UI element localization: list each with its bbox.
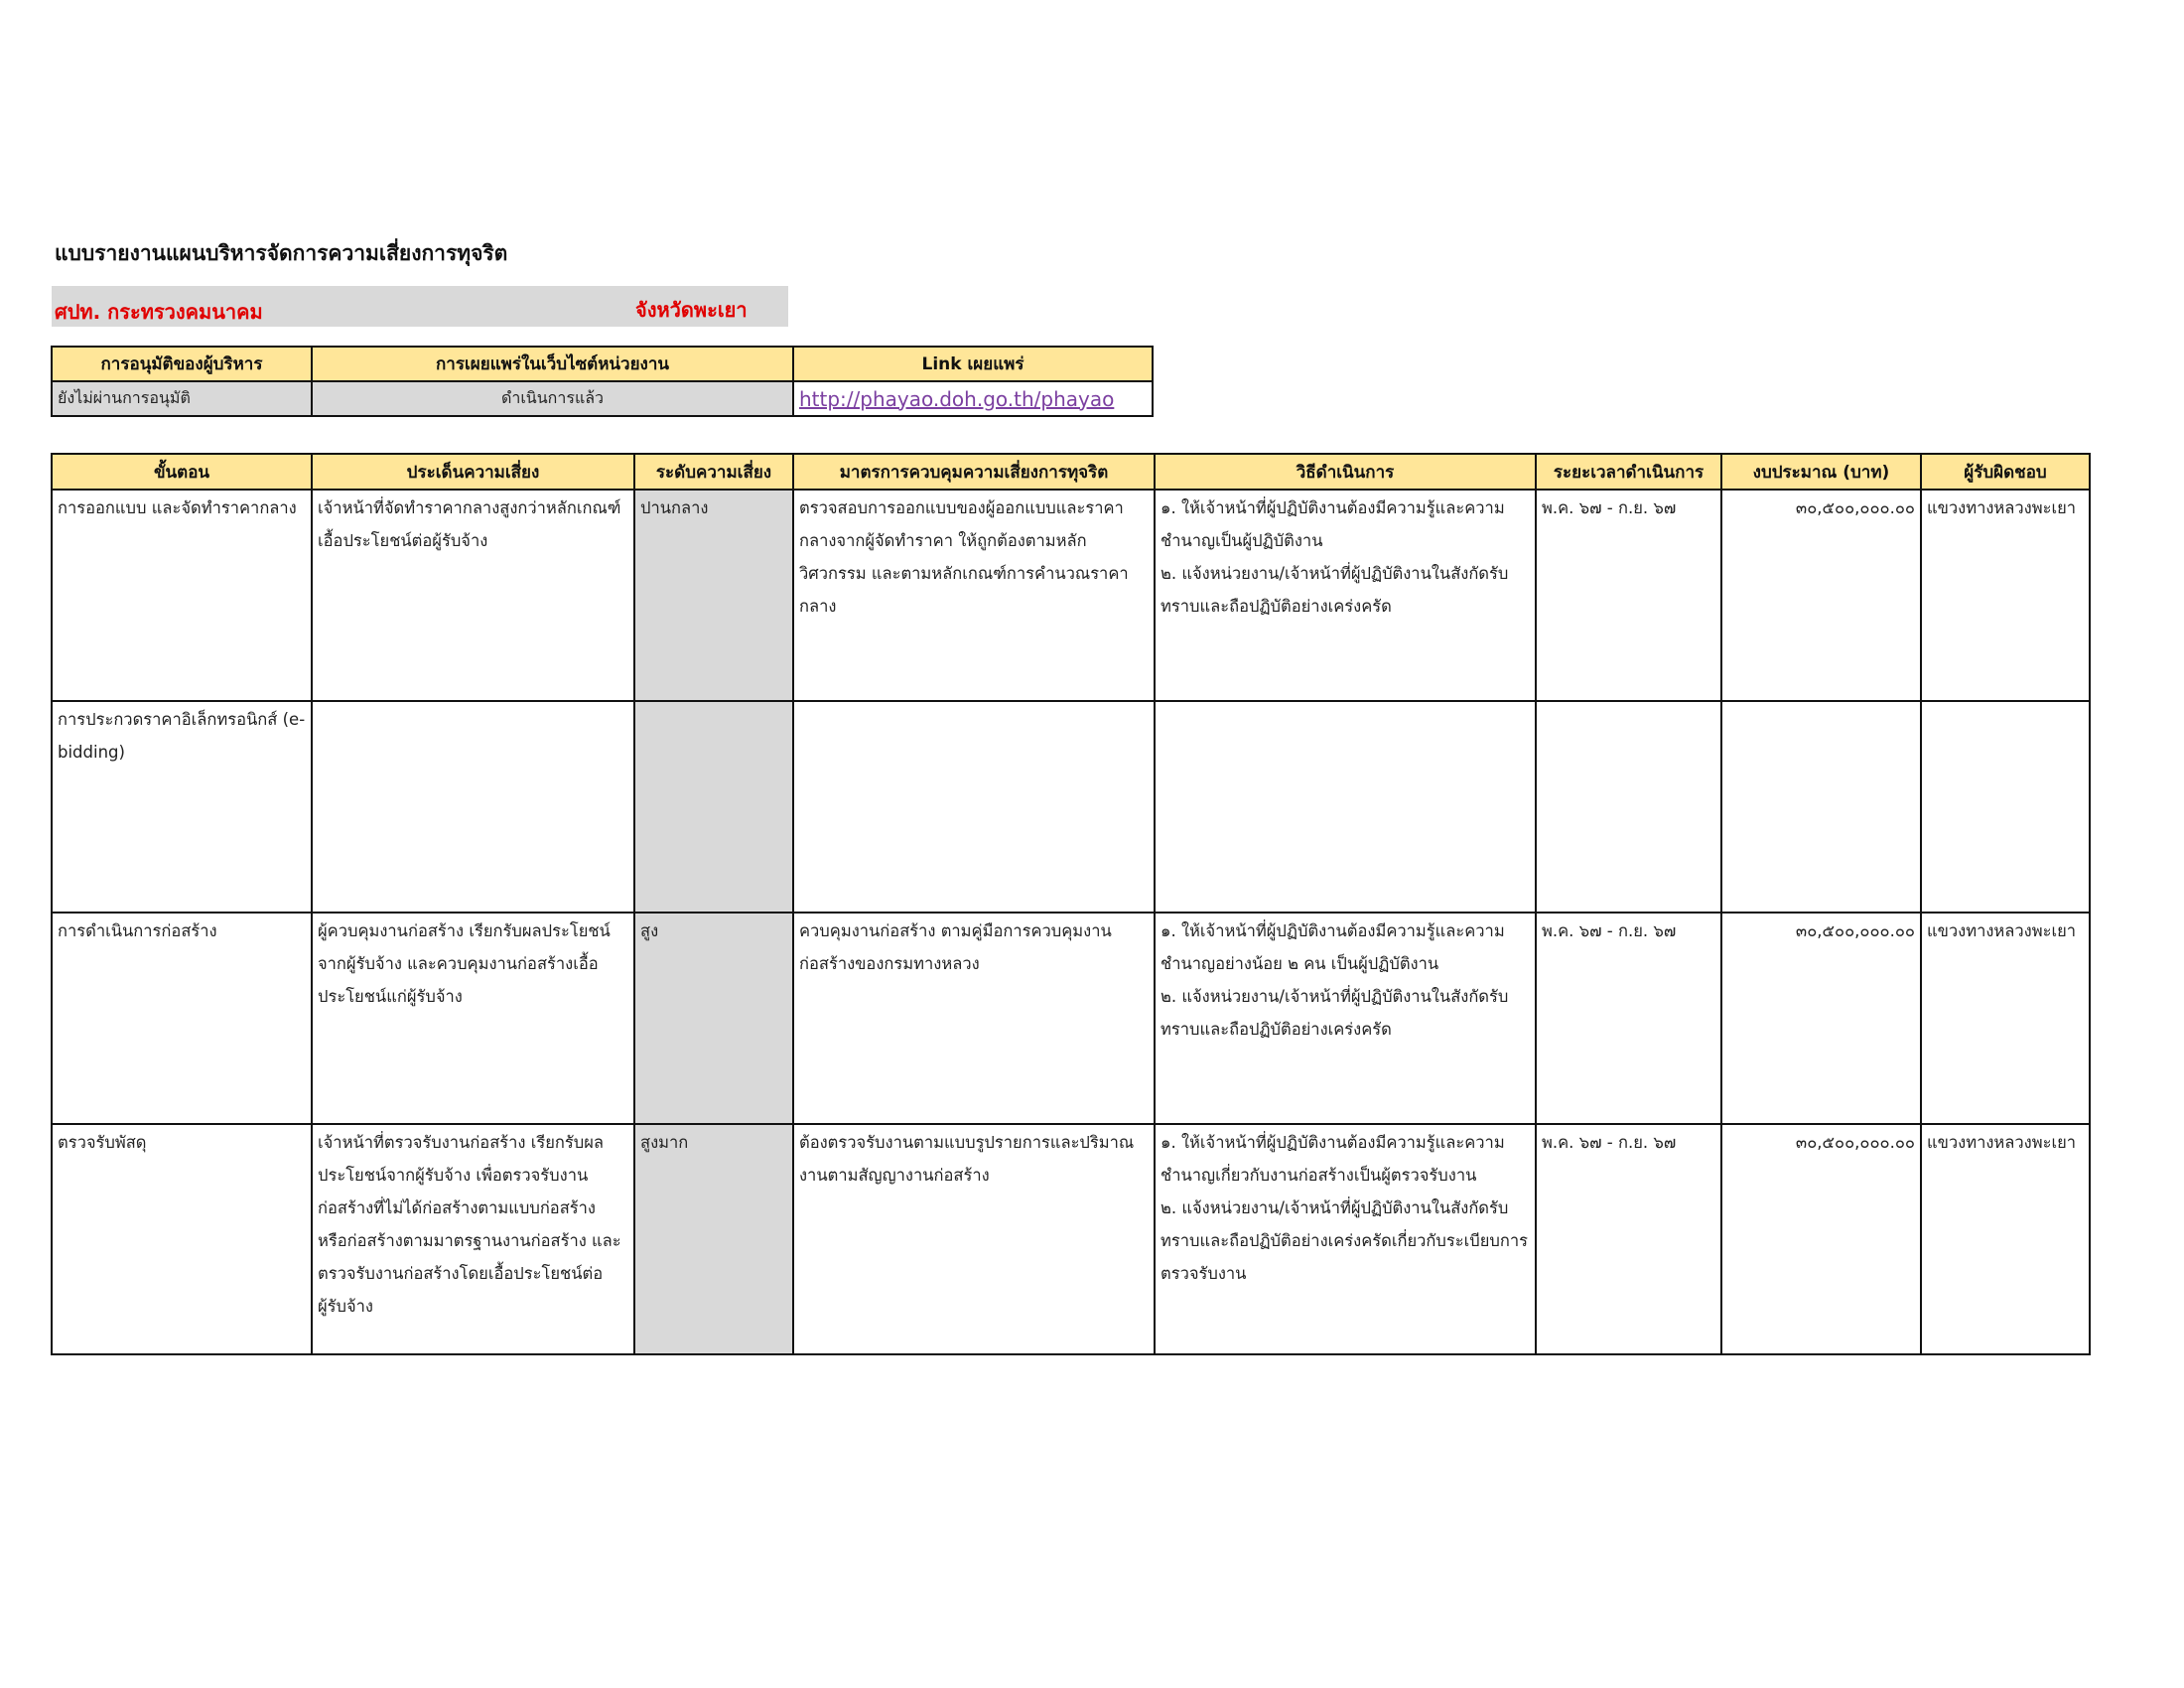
budget-header: งบประมาณ (บาท) — [1721, 454, 1921, 490]
publish-status: ดำเนินการแล้ว — [312, 381, 793, 416]
method-cell: ๑. ให้เจ้าหน้าที่ผู้ปฏิบัติงานต้องมีความรู้และความชำนาญเป็นผู้ปฏิบัติงาน ๒. แจ้งหน่วยงาน/เจ้าหน้าที่ผู้ปฏิบัติงานในสังกัดรับทราบและถือปฏิบัติอย่างเคร่งครัด — [1155, 490, 1536, 701]
approval-header: การอนุมัติของผู้บริหาร — [52, 347, 312, 381]
measure-cell: ตรวจสอบการออกแบบของผู้ออกแบบและราคากลางจากผู้จัดทำราคา ให้ถูกต้องตามหลักวิศวกรรม และตามหลักเกณฑ์การคำนวณราคากลาง — [793, 490, 1155, 701]
step-header: ขั้นตอน — [52, 454, 312, 490]
owner-header: ผู้รับผิดชอบ — [1921, 454, 2090, 490]
period-header: ระยะเวลาดำเนินการ — [1536, 454, 1721, 490]
measure-cell: ควบคุมงานก่อสร้าง ตามคู่มือการควบคุมงานก่อสร้างของกรมทางหลวง — [793, 913, 1155, 1124]
level-cell: สูง — [634, 913, 793, 1124]
link-cell — [793, 381, 1153, 416]
budget-cell: ๓๐,๕๐๐,๐๐๐.๐๐ — [1721, 1124, 1921, 1354]
table-row — [52, 1124, 2090, 1354]
level-header: ระดับความเสี่ยง — [634, 454, 793, 490]
approval-row — [52, 381, 1153, 416]
risk-cell: เจ้าหน้าที่จัดทำราคากลางสูงกว่าหลักเกณฑ์ เอื้อประโยชน์ต่อผู้รับจ้าง — [312, 490, 634, 701]
step-cell: การประกวดราคาอิเล็กทรอนิกส์ (e-bidding) — [52, 701, 312, 913]
level-cell: สูงมาก — [634, 1124, 793, 1354]
table-row — [52, 701, 2090, 913]
method-cell — [1155, 701, 1536, 913]
risk-header-row — [52, 454, 2090, 490]
period-cell: พ.ค. ๖๗ - ก.ย. ๖๗ — [1536, 913, 1721, 1124]
step-cell: การออกแบบ และจัดทำราคากลาง — [52, 490, 312, 701]
document-title: แบบรายงานแผนบริหารจัดการความเสี่ยงการทุจริต — [55, 241, 508, 265]
approval-table — [51, 346, 1154, 417]
risk-plan-table — [51, 453, 2091, 1355]
risk-cell — [312, 701, 634, 913]
owner-cell — [1921, 701, 2090, 913]
risk-cell: ผู้ควบคุมงานก่อสร้าง เรียกรับผลประโยชน์จากผู้รับจ้าง และควบคุมงานก่อสร้างเอื้อประโยชน์แก่ผู้รับจ้าง — [312, 913, 634, 1124]
level-cell — [634, 701, 793, 913]
risk-header: ประเด็นความเสี่ยง — [312, 454, 634, 490]
period-cell: พ.ค. ๖๗ - ก.ย. ๖๗ — [1536, 490, 1721, 701]
measure-cell: ต้องตรวจรับงานตามแบบรูปรายการและปริมาณงานตามสัญญางานก่อสร้าง — [793, 1124, 1155, 1354]
table-row — [52, 490, 2090, 701]
step-cell: การดำเนินการก่อสร้าง — [52, 913, 312, 1124]
period-cell: พ.ค. ๖๗ - ก.ย. ๖๗ — [1536, 1124, 1721, 1354]
measure-cell — [793, 701, 1155, 913]
period-cell — [1536, 701, 1721, 913]
budget-cell: ๓๐,๕๐๐,๐๐๐.๐๐ — [1721, 913, 1921, 1124]
owner-cell: แขวงทางหลวงพะเยา — [1921, 913, 2090, 1124]
approval-status: ยังไม่ผ่านการอนุมัติ — [52, 381, 312, 416]
measure-header: มาตรการควบคุมความเสี่ยงการทุจริต — [793, 454, 1155, 490]
table-row — [52, 913, 2090, 1124]
level-cell: ปานกลาง — [634, 490, 793, 701]
budget-cell: ๓๐,๕๐๐,๐๐๐.๐๐ — [1721, 490, 1921, 701]
approval-header-row — [52, 347, 1153, 381]
method-header: วิธีดำเนินการ — [1155, 454, 1536, 490]
org-name: ศปท. กระทรวงคมนาคม — [55, 300, 263, 324]
publish-link[interactable]: http://phayao.doh.go.th/phayao — [799, 386, 1115, 411]
owner-cell: แขวงทางหลวงพะเยา — [1921, 490, 2090, 701]
publish-header: การเผยแพร่ในเว็บไซต์หน่วยงาน — [312, 347, 793, 381]
budget-cell — [1721, 701, 1921, 913]
method-cell: ๑. ให้เจ้าหน้าที่ผู้ปฏิบัติงานต้องมีความรู้และความชำนาญอย่างน้อย ๒ คน เป็นผู้ปฏิบัติงาน ๒. แจ้งหน่วยงาน/เจ้าหน้าที่ผู้ปฏิบัติงานในสังกัดรับทราบและถือปฏิบัติอย่างเคร่งครัด — [1155, 913, 1536, 1124]
risk-cell: เจ้าหน้าที่ตรวจรับงานก่อสร้าง เรียกรับผลประโยชน์จากผู้รับจ้าง เพื่อตรวจรับงานก่อสร้างที่ไม่ได้ก่อสร้างตามแบบก่อสร้าง หรือก่อสร้างตามมาตรฐานงานก่อสร้าง และตรวจรับงานก่อสร้างโดยเอื้อประโยชน์ต่อผู้รับจ้าง — [312, 1124, 634, 1354]
step-cell: ตรวจรับพัสดุ — [52, 1124, 312, 1354]
owner-cell: แขวงทางหลวงพะเยา — [1921, 1124, 2090, 1354]
link-header: Link เผยแพร่ — [793, 347, 1153, 381]
method-cell: ๑. ให้เจ้าหน้าที่ผู้ปฏิบัติงานต้องมีความรู้และความชำนาญเกี่ยวกับงานก่อสร้างเป็นผู้ตรวจรับงาน ๒. แจ้งหน่วยงาน/เจ้าหน้าที่ผู้ปฏิบัติงานในสังกัดรับทราบและถือปฏิบัติอย่างเคร่งครัดเกี่ยวกับระเบียบการตรวจรับงาน — [1155, 1124, 1536, 1354]
province-name: จังหวัดพะเยา — [635, 298, 748, 322]
